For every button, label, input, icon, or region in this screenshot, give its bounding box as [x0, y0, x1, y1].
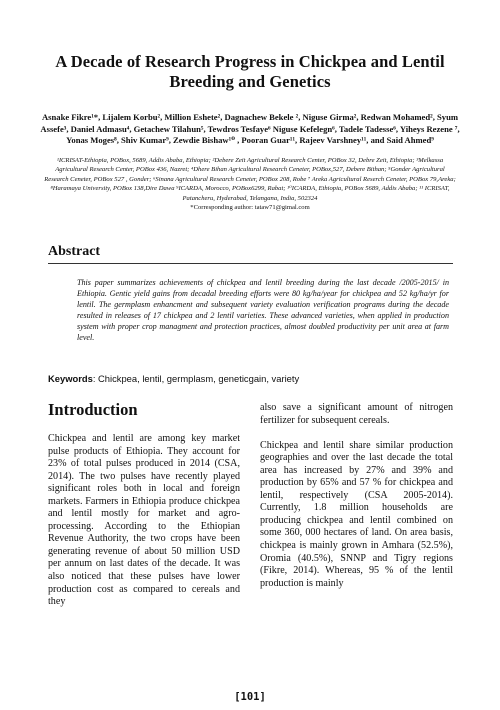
- keywords-label: Keywords: [48, 373, 93, 384]
- intro-paragraph-1: Chickpea and lentil are among key market pulse products of Ethiopia. They account for 23% of total pulses produced in 2014 (CSA, 2014). The two pulses have recently played significant roles both in local and foreign markets. Farmers in Ethiopia produce chickpea and lentil mostly for market and agro-processing. According to the Ethiopian Revenue Authority, the two crops have been generating revenue of about 50 million USD per annum on last dates of the decade. It was also noticed that these pulses have lower production cost as compared to cereals and they: [48, 433, 240, 608]
- affiliations: [44, 156, 456, 212]
- right-column: [260, 402, 453, 590]
- keywords-text: : Chickpea, lentil, germplasm, geneticgain, variety: [92, 373, 300, 384]
- page-number: [101]: [234, 691, 266, 703]
- corresponding-author: *Corresponding author: tataw71@gimal.com: [190, 204, 310, 212]
- abstract-text: This paper summarizes achievements of chickpea and lentil breeding during the last decade /2005-2015/ in Ethiopia. Gentic yield gains from decadal breeding efforts were 80 kg/ha/year for chickpea and 52 kg/ha/yr for lentil. The germplasm enhancment and subsequent variety evaluation verification programs during the decade resulted in releases of 17 chickpea and 2 lentil varieties. These advanced varieties, when applied in production system with proper crop managment and protection practices, almost doubled productivity per unit area at farm level.: [77, 278, 449, 343]
- introduction-heading: Introduction: [48, 400, 138, 419]
- left-column: [48, 433, 240, 609]
- affiliation-text: ¹ICRISAT-Ethiopia, POBox, 5689, Addis Ababa, Ethiopia; ²Debere Zeit Agricultural Research Center, POBox 32, Debre Zeit, Ethiopia; ³Melkassa Agricultural Research Center, POBox 436, Nazret; ⁴Dhere Bihan Agricultural Research Ceneter, POBox,527, Debere Bithan; ⁵Gonder Agricultural Research Ceneter, POBox 527 , Gonder; ⁶Sinana Agricultural Research Ceneter, POBox 208, Robe ⁷ Areka Agricultural Reserch Ceneter, POBox 79,Areka; ⁸Haramaya University, POBox 138,Dire Dawa ⁹ICARDA, Morocco, POBox6299, Rabat; ¹⁰ICARDA, Ethiopia, POBox 5689, Addis Ababa; ¹¹ ICRISAT, Patancheru, Hyderabad, Telangana, India, 502324: [44, 157, 456, 202]
- intro-paragraph-2: Chickpea and lentil share similar production geographies and over the last decade the total area has increased by 27% and 39% and production by 65% and 57 % for chickpea and lentil, respectively (CSA 2005-2014). Currently, 1.8 million households are producing chickpea and lentil combined on some 360, 000 hectares of land. On area basis, chickpea is mainly grown in Amhara (52.5%), Oromia (40.5%), SNNP and Tigry regions (Fikre, 2014). Whereas, 95 % of the lentil production is mainly: [260, 439, 453, 589]
- abstract-heading: Abstract: [48, 244, 101, 259]
- keywords-line: [48, 373, 458, 385]
- intro-paragraph-1-continued: also save a significant amount of nitrogen fertilizer for subsequent cereals.: [260, 402, 453, 426]
- author-list: Asnake Fikre¹*, Lijalem Korbu², Million Eshete², Dagnachew Bekele ², Niguse Girma², Redwan Mohamed², Syum Assefe³, Daniel Admasu⁴, Getachew Tilahun⁵, Tewdros Tesfaye⁶ Niguse Kefelegn⁶, Tadele Tadesse⁶, Yiheys Rezene ⁷, Yonas Moges⁸, Shiv Kumar⁹, Zewdie Bishaw¹⁰ , Pooran Guar¹¹, Rajeev Varshney¹¹, and Said Ahmed⁹: [40, 112, 460, 145]
- paper-title: A Decade of Research Progress in Chickpea and Lentil Breeding and Genetics: [55, 52, 445, 91]
- abstract-divider: [48, 263, 453, 264]
